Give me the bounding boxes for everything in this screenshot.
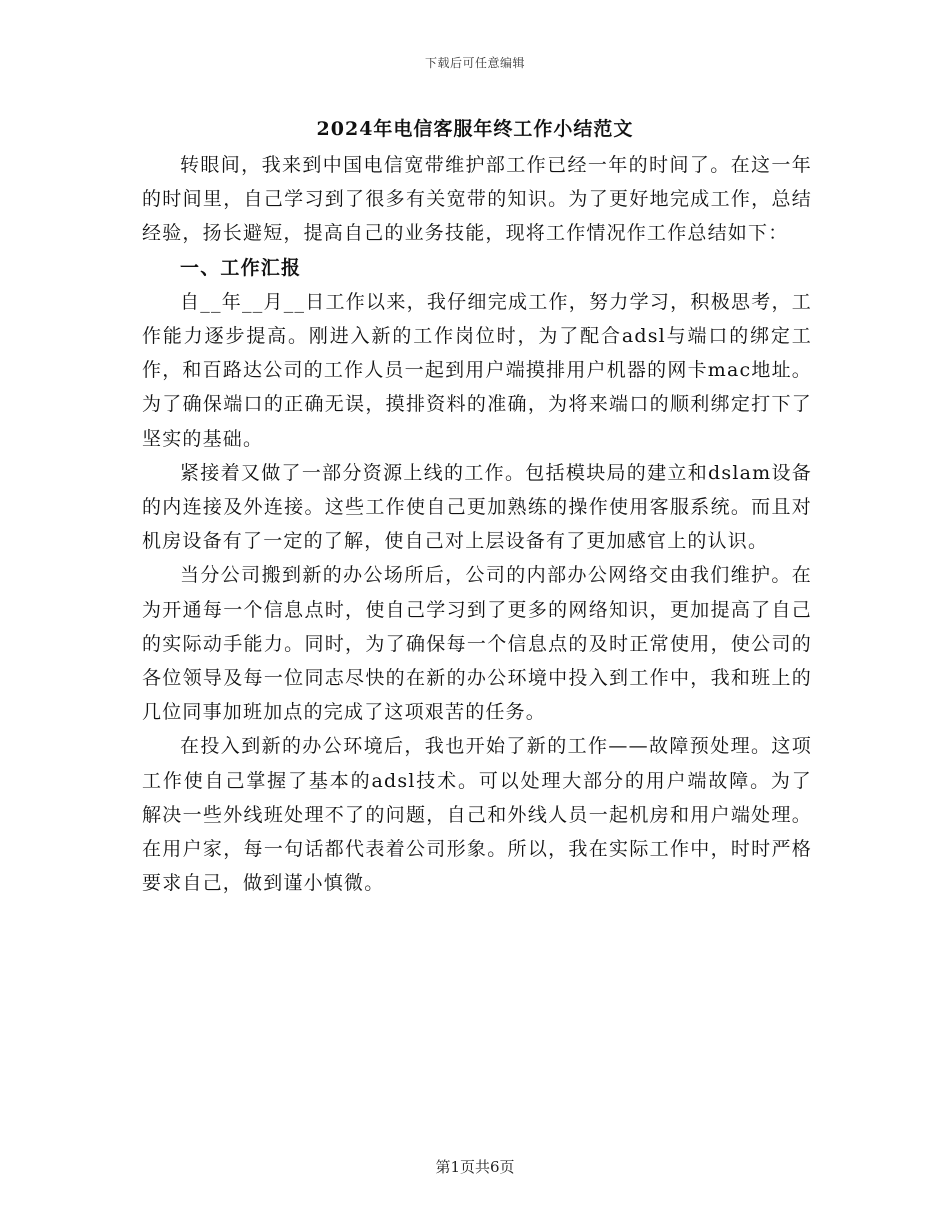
body-paragraph: 自__年__月__日工作以来，我仔细完成工作，努力学习，积极思考，工作能力逐步提高。刚进入新的工作岗位时，为了配合adsl与端口的绑定工作，和百路达公司的工作人员一起到用户端摸排用户机器的网卡mac地址。为了确保端口的正确无误，摸排资料的准确，为将来端口的顺利绑定打下了坚实的基础。 xyxy=(142,290,812,450)
body-paragraph: 在投入到新的办公环境后，我也开始了新的工作——故障预处理。这项工作使自己掌握了基本的adsl技术。可以处理大部分的用户端故障。为了解决一些外线班处理不了的问题，自己和外线人员一起机房和用户端处理。在用户家，每一句话都代表着公司形象。所以，我在实际工作中，时时严格要求自己，做到谨小慎微。 xyxy=(142,735,812,895)
intro-paragraph: 转眼间，我来到中国电信宽带维护部工作已经一年的时间了。在这一年的时间里，自己学习到了很多有关宽带的知识。为了更好地完成工作，总结经验，扬长避短，提高自己的业务技能，现将工作情况作工作总结如下： xyxy=(142,154,812,245)
document-title: 2024年电信客服年终工作小结范文 xyxy=(316,118,634,140)
body-paragraph: 当分公司搬到新的办公场所后，公司的内部办公网络交由我们维护。在为开通每一个信息点时，使自己学习到了更多的网络知识，更加提高了自己的实际动手能力。同时，为了确保每一个信息点的及时正常使用，使公司的各位领导及每一位同志尽快的在新的办公环境中投入到工作中，我和班上的几位同事加班加点的完成了这项艰苦的任务。 xyxy=(142,564,812,724)
document-body xyxy=(142,148,812,900)
section-heading: 一、工作汇报 xyxy=(180,256,302,279)
body-paragraph: 紧接着又做了一部分资源上线的工作。包括模块局的建立和dslam设备的内连接及外连接。这些工作使自己更加熟练的操作使用客服系统。而且对机房设备有了一定的了解，使自己对上层设备有了更加感官上的认识。 xyxy=(142,461,812,553)
page-number-footer: 第1页共6页 xyxy=(435,1158,515,1176)
header-note: 下载后可任意编辑 xyxy=(424,56,525,70)
